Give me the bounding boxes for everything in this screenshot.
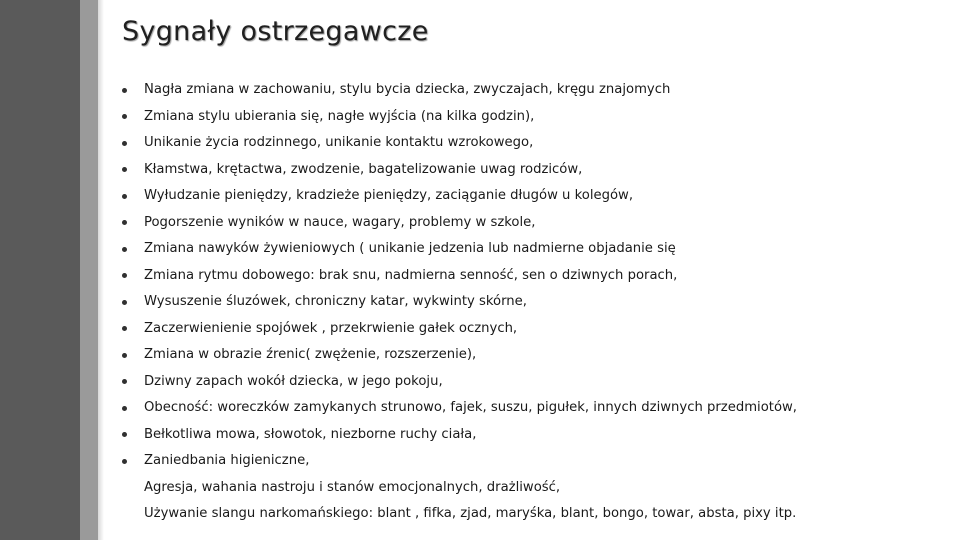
list-item-text: Unikanie życia rodzinnego, unikanie kontaktu wzrokowego, (144, 135, 534, 150)
bullet-dot-icon (122, 459, 127, 464)
decorative-sidebar-dark (0, 0, 80, 540)
list-item (120, 263, 940, 290)
warning-signs-list (120, 77, 940, 528)
list-item (120, 104, 940, 131)
list-item-text: Dziwny zapach wokół dziecka, w jego pokoju, (144, 373, 443, 389)
list-item-text: Zmiana nawyków żywieniowych ( unikanie jedzenia lub nadmierne objadanie się (144, 241, 676, 256)
list-item-text: Pogorszenie wyników w nauce, wagary, problemy w szkole, (144, 214, 536, 230)
bullet-dot-icon (122, 326, 127, 331)
list-item-text: Bełkotliwa mowa, słowotok, niezborne ruchy ciała, (144, 426, 477, 442)
slide-title: Sygnały ostrzegawcze (122, 16, 429, 47)
bullet-dot-icon (122, 300, 127, 305)
list-item (120, 130, 940, 157)
bullet-dot-icon (122, 247, 127, 252)
bullet-dot-icon (122, 220, 127, 225)
list-item-text: Zaniedbania higieniczne, (144, 453, 310, 468)
list-item (120, 475, 940, 502)
list-item-text: Kłamstwa, krętactwa, zwodzenie, bagatelizowanie uwag rodziców, (144, 161, 583, 177)
list-item-text: Wyłudzanie pieniędzy, kradzieże pieniędzy, zaciąganie długów u kolegów, (144, 188, 634, 203)
list-item-text: Obecność: woreczków zamykanych strunowo, fajek, suszu, pigułek, innych dziwnych przedmiotów, (144, 400, 797, 415)
list-item-text: Agresja, wahania nastroju i stanów emocjonalnych, drażliwość, (144, 479, 561, 495)
list-item (120, 289, 940, 316)
bullet-dot-icon (122, 141, 127, 146)
list-item (120, 77, 940, 104)
list-item (120, 183, 940, 210)
list-item (120, 422, 940, 449)
bullet-dot-icon (122, 114, 127, 119)
list-item (120, 342, 940, 369)
list-item-text: Zmiana stylu ubierania się, nagłe wyjścia (na kilka godzin), (144, 108, 535, 124)
bullet-dot-icon (122, 406, 127, 411)
list-item-text: Wysuszenie śluzówek, chroniczny katar, wykwinty skórne, (144, 294, 527, 309)
list-item (120, 236, 940, 263)
list-item-text: Używanie slangu narkomańskiego: blant , fifka, zjad, maryśka, blant, bongo, towar, absta, pixy itp. (144, 506, 797, 521)
list-item-text: Zaczerwienienie spojówek , przekrwienie gałek ocznych, (144, 320, 518, 336)
bullet-dot-icon (122, 88, 127, 93)
list-item (120, 395, 940, 422)
list-item-text: Zmiana w obrazie źrenic( zwężenie, rozszerzenie), (144, 347, 477, 362)
list-item-text: Nagła zmiana w zachowaniu, stylu bycia dziecka, zwyczajach, kręgu znajomych (144, 82, 671, 97)
bullet-dot-icon (122, 194, 127, 199)
list-item (120, 157, 940, 184)
bullet-dot-icon (122, 273, 127, 278)
decorative-sidebar-light (80, 0, 98, 540)
list-item (120, 369, 940, 396)
list-item (120, 448, 940, 475)
list-item-text: Zmiana rytmu dobowego: brak snu, nadmierna senność, sen o dziwnych porach, (144, 267, 678, 283)
list-item (120, 501, 940, 528)
list-item (120, 316, 940, 343)
decorative-sidebar-shadow (98, 0, 104, 540)
bullet-dot-icon (122, 167, 127, 172)
bullet-dot-icon (122, 379, 127, 384)
bullet-dot-icon (122, 353, 127, 358)
list-item (120, 210, 940, 237)
bullet-dot-icon (122, 432, 127, 437)
